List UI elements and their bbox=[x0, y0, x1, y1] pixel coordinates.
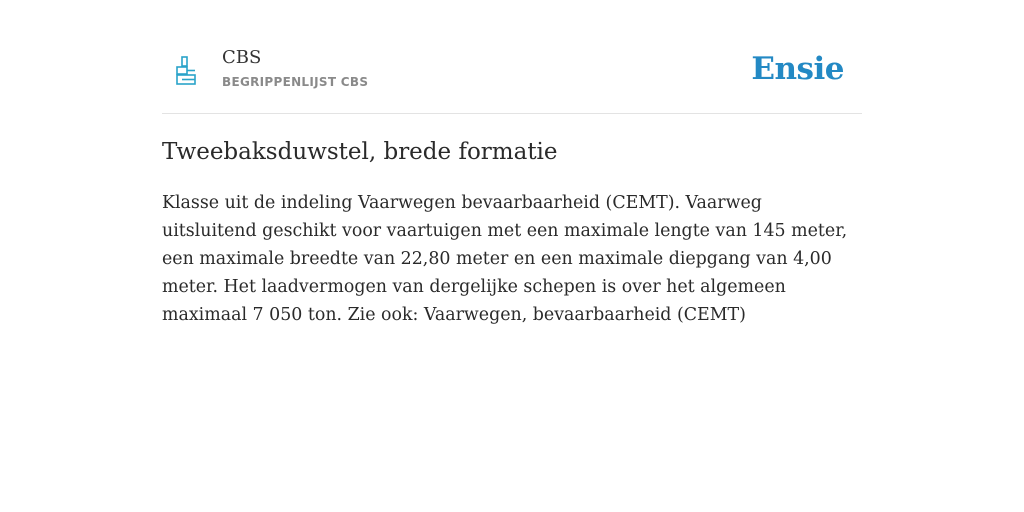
org-subtitle[interactable]: BEGRIPPENLIJST CBS bbox=[222, 75, 369, 89]
term-definition: Klasse uit de indeling Vaarwegen bevaarbaarheid (CEMT). Vaarweg uitsluitend geschikt voor vaartuigen met een maximale lengte van 145 meter, een maximale breedte van 22,80 meter en een maximale diepgang van 4,00 meter. Het laadvermogen van dergelijke schepen is over het algemeen maximaal 7 050 ton. Zie ook: Vaarwegen, bevaarbaarheid (CEMT) bbox=[162, 193, 848, 325]
definition-card bbox=[162, 0, 862, 325]
ensie-logo[interactable]: Ensie bbox=[751, 51, 844, 87]
term-title: Tweebaksduwstel, brede formatie bbox=[162, 139, 558, 165]
org-name[interactable]: CBS bbox=[222, 47, 262, 68]
header bbox=[162, 0, 862, 114]
cbs-logo-icon bbox=[176, 56, 196, 86]
